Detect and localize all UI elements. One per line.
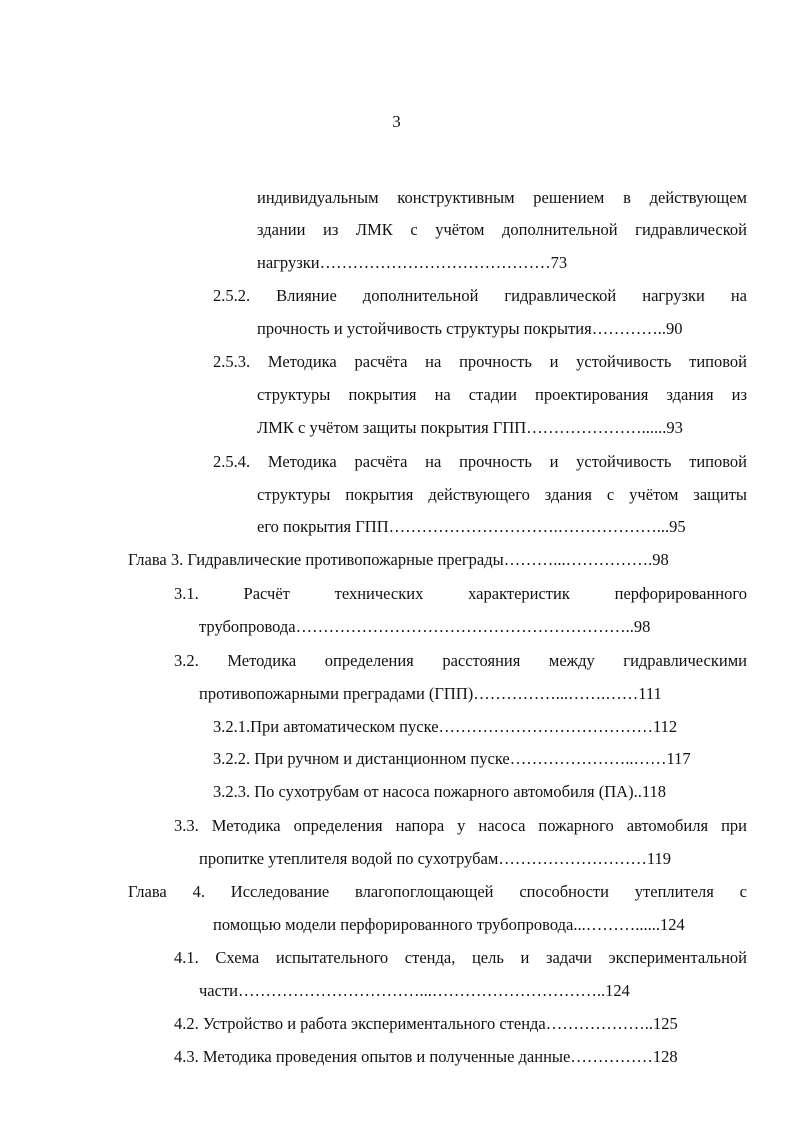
toc-line: 3.3. Методика определения напора у насоса пожарного автомобиля при [174, 816, 747, 835]
toc-line: 4.3. Методика проведения опытов и полученные данные……………128 [174, 1047, 678, 1066]
toc-line: его покрытия ГПП………………………….………………...95 [257, 517, 686, 536]
toc-line: прочность и устойчивость структуры покрытия…………..90 [257, 319, 683, 338]
toc-line: здании из ЛМК с учётом дополнительной гидравлической [257, 220, 747, 239]
page-number: 3 [392, 112, 401, 131]
toc-line: 3.1. Расчёт технических характеристик перфорированного [174, 584, 747, 603]
chapter-heading: Глава 3. Гидравлические противопожарные преграды………...…………….98 [128, 550, 669, 569]
toc-line: структуры покрытия на стадии проектирования здания из [257, 385, 747, 404]
toc-line: помощью модели перфорированного трубопровода...………......124 [213, 915, 685, 934]
toc-line: нагрузки……………………………………73 [257, 253, 568, 272]
toc-line: трубопровода……………………………………………………..98 [199, 617, 651, 636]
toc-line: 4.1. Схема испытательного стенда, цель и задачи экспериментальной [174, 948, 747, 967]
toc-line: ЛМК с учётом защиты покрытия ГПП…………………......93 [257, 418, 683, 437]
toc-line: 2.5.4. Методика расчёта на прочность и устойчивость типовой [213, 452, 747, 471]
toc-line: части……………………………...…………………………..124 [199, 981, 630, 1000]
toc-line: индивидуальным конструктивным решением в действующем [257, 188, 747, 207]
toc-line: 4.2. Устройство и работа экспериментального стенда………………..125 [174, 1014, 678, 1033]
toc-line: структуры покрытия действующего здания с учётом защиты [257, 485, 747, 504]
toc-line: противопожарными преградами (ГПП)……………...…….……111 [199, 684, 662, 703]
toc-line: 3.2. Методика определения расстояния между гидравлическими [174, 651, 747, 670]
chapter-heading: Глава 4. Исследование влагопоглощающей способности утеплителя с [128, 882, 747, 901]
toc-line: 3.2.3. По сухотрубам от насоса пожарного автомобиля (ПА)..118 [213, 782, 666, 801]
toc-line: 2.5.3. Методика расчёта на прочность и устойчивость типовой [213, 352, 747, 371]
toc-line: пропитке утеплителя водой по сухотрубам………………………119 [199, 849, 671, 868]
toc-line: 3.2.2. При ручном и дистанционном пуске…………………..……117 [213, 749, 691, 768]
toc-line: 3.2.1.При автоматическом пуске…………………………………112 [213, 717, 678, 736]
toc-line: 2.5.2. Влияние дополнительной гидравлической нагрузки на [213, 286, 747, 305]
